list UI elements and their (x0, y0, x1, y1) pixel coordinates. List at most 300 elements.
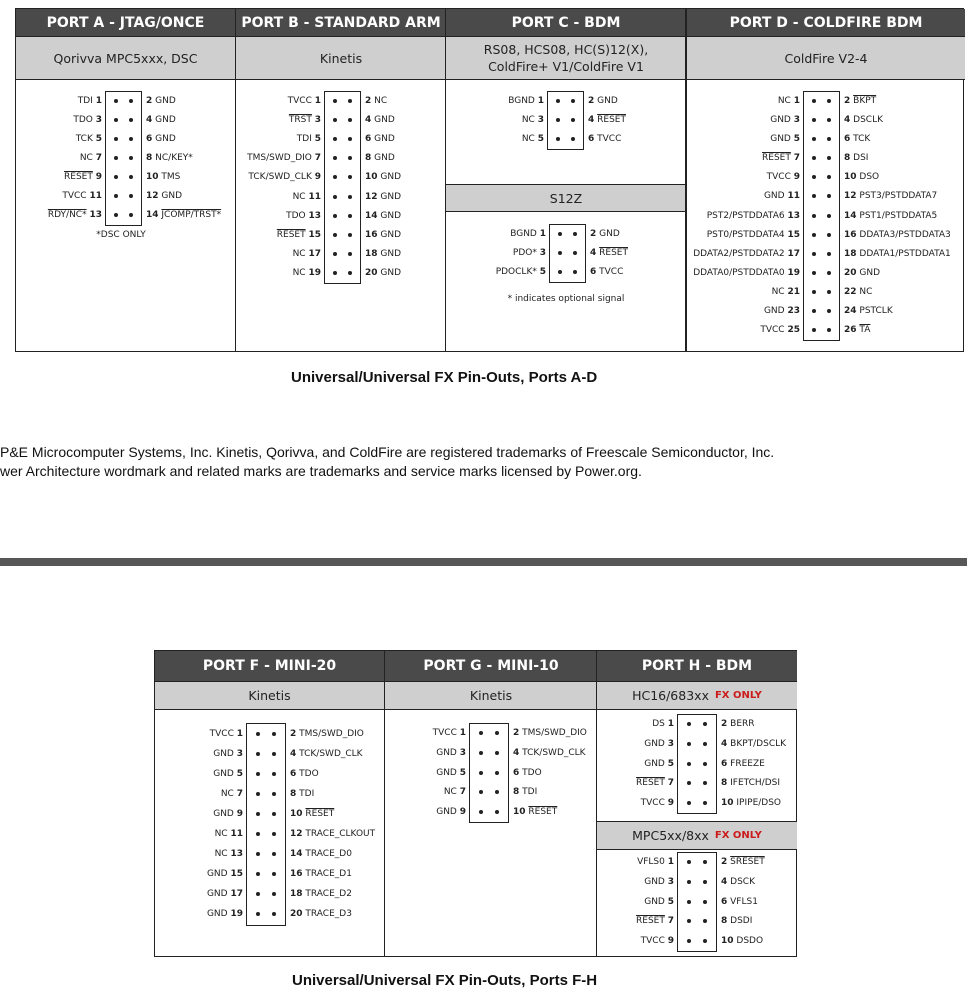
pin-row (213, 805, 335, 824)
pin-number: 14 (290, 849, 303, 860)
pin-row (644, 873, 755, 892)
pin-number: 14 (146, 210, 159, 220)
pin-number: 16 (844, 229, 857, 240)
pin-dot (272, 872, 276, 876)
pin-right-label (844, 168, 879, 187)
pin-number: 8 (844, 153, 851, 164)
pin-number: 3 (236, 748, 243, 759)
fx-only-badge: FX ONLY (714, 830, 762, 841)
pin-number: 7 (667, 778, 674, 789)
pin-row (770, 130, 871, 149)
pin-signal: TMS (161, 172, 181, 182)
pin-row (77, 92, 176, 111)
pin-signal: GND (599, 229, 620, 239)
pin-number: 10 (721, 797, 734, 808)
pin-row (770, 111, 883, 130)
pin-right-label (721, 853, 765, 872)
port-c-column (445, 9, 686, 351)
pin-row (276, 226, 402, 245)
pin-right-label (844, 149, 868, 168)
pin-dot (129, 118, 133, 122)
pin-number: 2 (844, 96, 851, 107)
port-c-subtitle (446, 37, 686, 80)
pin-dot (348, 233, 352, 237)
pin-dot (573, 270, 577, 274)
pin-number: 10 (146, 172, 159, 182)
pin-number: 1 (537, 96, 544, 106)
pin-signal: TRACE_D2 (305, 889, 352, 900)
pin-row (206, 885, 352, 904)
pin-signal: NC (79, 153, 93, 163)
pin-dot (333, 271, 337, 275)
port-g-column (384, 651, 597, 956)
pin-dot (256, 832, 260, 836)
pin-left-label (289, 111, 321, 130)
pin-row (652, 715, 755, 734)
pin-dot (272, 792, 276, 796)
pin-left-label (644, 873, 674, 892)
pin-number: 11 (89, 191, 102, 201)
pin-number: 12 (146, 191, 159, 201)
pin-left-label (433, 724, 466, 743)
pin-signal: TMS/SWD_DIO (247, 153, 312, 164)
pin-signal: RDY/NC* (47, 210, 87, 220)
pin-dot (114, 213, 118, 217)
pin-signal: GND (763, 191, 785, 202)
pin-right-label (290, 825, 375, 844)
pin-dot (479, 810, 483, 814)
caption-ports-a-d: Universal/Universal FX Pin-Outs, Ports A-D (291, 369, 598, 386)
pin-number: 7 (236, 788, 243, 799)
pin-right-label (588, 111, 626, 130)
pin-signal: DS (652, 719, 665, 730)
pin-signal: DSO (859, 172, 880, 183)
pin-dot (333, 118, 337, 122)
pin-dot (558, 270, 562, 274)
pin-number: 19 (308, 267, 321, 278)
mpc-subtitle-text: MPC5xx/8xx (632, 828, 709, 843)
pin-row (288, 111, 395, 130)
pin-number: 8 (290, 788, 297, 799)
pin-number: 12 (365, 191, 378, 202)
pin-number: 2 (290, 728, 297, 739)
pin-signal: TRST (288, 115, 312, 126)
pin-right-label (590, 225, 620, 244)
pin-row (693, 245, 951, 264)
pin-number: 9 (95, 172, 102, 182)
pin-number: 3 (459, 747, 466, 758)
pin-dot (114, 156, 118, 160)
port-c-connector (508, 91, 626, 150)
pin-signal: $\overline{TA}$ (859, 324, 871, 335)
pin-right-label (721, 893, 758, 912)
pin-number: 12 (844, 191, 857, 202)
port-f-title: PORT F - MINI-20 (155, 651, 384, 682)
pin-row (296, 130, 395, 149)
pin-left-label (221, 785, 243, 804)
pin-dot (812, 99, 816, 103)
pin-dot (703, 919, 707, 923)
pin-left-label (436, 744, 466, 763)
pin-number: 1 (95, 96, 102, 106)
pin-dot (812, 271, 816, 275)
pin-dot (348, 156, 352, 160)
pin-row (214, 845, 352, 864)
pin-dot (812, 290, 816, 294)
pin-dot (495, 751, 499, 755)
pin-number: 7 (793, 153, 800, 164)
pin-dot (573, 251, 577, 255)
pin-number: 3 (667, 738, 674, 749)
pin-dot (333, 214, 337, 218)
pin-number: 13 (89, 210, 102, 220)
pin-dot (333, 252, 337, 256)
pin-dot (812, 194, 816, 198)
pin-number: 10 (513, 806, 526, 817)
pin-number: 6 (721, 758, 728, 769)
pin-dot (812, 233, 816, 237)
pin-dot (256, 812, 260, 816)
pin-left-label (707, 207, 800, 226)
port-b-title: PORT B - STANDARD ARM (236, 9, 446, 37)
pin-left-label (693, 245, 800, 264)
pin-dot (114, 99, 118, 103)
pin-row (286, 207, 402, 226)
pin-number: 11 (787, 191, 800, 202)
pin-dot (348, 137, 352, 141)
pin-right-label (365, 226, 401, 245)
pin-dot (272, 832, 276, 836)
pin-right-label (290, 725, 364, 744)
pin-number: 3 (539, 248, 546, 258)
pin-left-label (207, 905, 243, 924)
pin-signal: BGND (508, 96, 535, 106)
pin-dot (479, 751, 483, 755)
pin-row (693, 264, 881, 283)
pin-row (760, 321, 871, 340)
pin-signal: BGND (510, 229, 537, 239)
pin-signal: DDATA0/PSTDDATA0 (693, 267, 785, 278)
pin-number: 7 (459, 787, 466, 798)
pin-dot (272, 892, 276, 896)
pin-signal: DSDO (736, 935, 764, 946)
pin-dot (114, 137, 118, 141)
pin-signal: IFETCH/DSI (730, 778, 781, 789)
pin-signal: TVCC (640, 797, 665, 808)
pin-right-label (146, 111, 176, 130)
pin-left-label (693, 264, 800, 283)
pin-left-label (707, 226, 800, 245)
pin-signal: GND (155, 115, 176, 125)
pin-right-label (721, 735, 786, 754)
pin-right-label (365, 188, 401, 207)
pin-row (287, 92, 388, 111)
pin-row (763, 187, 938, 206)
pin-dot (495, 810, 499, 814)
pin-signal: TDI (77, 96, 93, 106)
pin-dot (272, 752, 276, 756)
port-b-subtitle (236, 37, 446, 80)
pin-left-label (48, 206, 102, 225)
pin-number: 1 (314, 96, 321, 107)
pin-signal: GND (380, 191, 402, 202)
pin-number: 23 (787, 305, 800, 316)
port-d-column (685, 9, 965, 351)
port-d-subtitle-text: ColdFire V2-4 (784, 50, 868, 66)
pin-right-label (513, 744, 586, 763)
port-h-column (596, 651, 797, 956)
pin-right-label (290, 865, 352, 884)
pin-number: 5 (667, 758, 674, 769)
pin-row (213, 745, 363, 764)
pin-right-label (588, 130, 621, 149)
pin-signal: GND (155, 96, 176, 106)
pin-signal: TVCC (62, 191, 87, 201)
pin-signal: GND (644, 876, 665, 887)
pin-signal: VFLS0 (637, 857, 665, 868)
pin-right-label (513, 724, 587, 743)
pin-number: 14 (844, 210, 857, 221)
pin-dot (129, 156, 133, 160)
pin-number: 11 (230, 829, 243, 840)
s12z-connector (495, 224, 628, 283)
pin-right-label (844, 283, 872, 302)
port-d-subtitle (687, 37, 965, 80)
pin-right-label (844, 187, 937, 206)
pin-dot (479, 731, 483, 735)
pin-row (766, 168, 880, 187)
pin-right-label (146, 92, 176, 111)
pin-signal: GND (206, 909, 228, 920)
pin-signal: TRACE_D1 (305, 869, 352, 880)
pin-dot (812, 137, 816, 141)
pin-right-label (844, 130, 870, 149)
pin-right-label (844, 111, 883, 130)
pin-left-label (436, 803, 466, 822)
pin-signal: TCK/SWD_CLK (299, 748, 363, 759)
pin-row (206, 865, 352, 884)
pin-left-label (213, 745, 243, 764)
pin-number: 8 (721, 778, 728, 789)
pin-number: 6 (721, 896, 728, 907)
port-g-subtitle-text: Kinetis (469, 688, 513, 703)
pin-dot (687, 880, 691, 884)
pin-right-label (590, 244, 628, 263)
pin-signal: NC (521, 134, 535, 144)
port-a-subtitle-text: Qorivva MPC5xxx, DSC (53, 50, 198, 66)
pin-right-label (844, 302, 893, 321)
pin-dot (348, 118, 352, 122)
pin-left-label (213, 805, 243, 824)
pin-left-label (641, 932, 674, 951)
pin-dot (558, 251, 562, 255)
pin-signal: GND (859, 267, 881, 278)
pin-dot (687, 762, 691, 766)
pin-number: 10 (721, 935, 734, 946)
pin-signal: DDATA1/PSTDDATA1 (859, 248, 951, 259)
pin-number: 10 (844, 172, 857, 183)
pin-dot (256, 892, 260, 896)
pin-signal: TRACE_CLKOUT (305, 829, 376, 840)
pin-number: 9 (667, 797, 674, 808)
pin-signal: NC (777, 96, 791, 107)
pin-signal: TVCC (287, 96, 312, 107)
pin-dot (479, 771, 483, 775)
pin-number: 5 (236, 768, 243, 779)
pin-signal: NC (214, 849, 228, 860)
pin-signal: PSTCLK (859, 305, 893, 316)
pin-left-label (767, 168, 800, 187)
pin-signal: RESET (599, 248, 628, 258)
pin-right-label (365, 92, 387, 111)
pin-number: 1 (793, 96, 800, 107)
pin-signal: GND (213, 808, 234, 819)
pin-dot (812, 156, 816, 160)
pin-number: 4 (588, 115, 595, 125)
pin-signal: TDI (299, 788, 315, 799)
pin-right-label (588, 92, 618, 111)
pin-signal: BKPT (853, 96, 877, 107)
pin-signal: GND (213, 768, 234, 779)
pin-right-label (290, 845, 352, 864)
pin-dot (333, 99, 337, 103)
pin-left-label (215, 845, 243, 864)
pin-number: 7 (95, 153, 102, 163)
pin-right-label (365, 245, 401, 264)
fx-only-badge: FX ONLY (714, 690, 762, 701)
pin-signal: NC (220, 788, 234, 799)
pin-signal: GND (380, 229, 402, 240)
pin-signal: TDO (286, 210, 306, 221)
pin-right-label (721, 715, 755, 734)
pin-left-label (78, 92, 102, 111)
pin-row (247, 149, 395, 168)
pin-dot (256, 732, 260, 736)
pin-dot (571, 137, 575, 141)
pin-left-label (522, 130, 544, 149)
pin-dot (129, 137, 133, 141)
pin-signal: TVCC (599, 267, 624, 277)
pin-row (248, 168, 402, 187)
pin-dot (827, 194, 831, 198)
pin-number: 3 (667, 876, 674, 887)
pin-number: 9 (314, 172, 321, 183)
pin-number: 4 (844, 115, 851, 126)
pin-number: 2 (146, 96, 153, 106)
pin-left-label (207, 885, 243, 904)
pin-dot (827, 271, 831, 275)
pin-signal: NC (443, 787, 457, 798)
pin-dot (348, 195, 352, 199)
pin-number: 16 (365, 229, 378, 240)
pin-right-label (365, 207, 401, 226)
pin-number: 11 (308, 191, 321, 202)
pin-row (777, 92, 877, 111)
pin-row (436, 764, 542, 783)
pin-row (762, 149, 869, 168)
port-f-subtitle (155, 682, 384, 710)
pin-number: 18 (365, 248, 378, 259)
pin-left-label (510, 225, 546, 244)
pin-number: 4 (290, 748, 297, 759)
pin-dot (495, 790, 499, 794)
pin-dot (703, 742, 707, 746)
pin-row (220, 785, 315, 804)
pin-left-label (636, 774, 674, 793)
pin-left-label (277, 226, 321, 245)
pin-left-label (207, 865, 243, 884)
pinout-table-a-d (15, 8, 964, 352)
pin-number: 8 (365, 153, 372, 164)
pin-signal: RESET (762, 153, 791, 164)
pin-left-label (215, 825, 243, 844)
pin-left-label (288, 92, 321, 111)
pin-right-label (365, 168, 401, 187)
pin-dot (687, 900, 691, 904)
pin-signal: DSDI (730, 916, 753, 927)
pin-dot (812, 175, 816, 179)
pin-signal: TVCC (640, 935, 665, 946)
pin-dot (114, 194, 118, 198)
port-a-title: PORT A - JTAG/ONCE (16, 9, 235, 37)
pin-number: 18 (290, 889, 303, 900)
pin-left-label (770, 130, 800, 149)
pin-number: 5 (539, 267, 546, 277)
pin-dot (573, 232, 577, 236)
pin-number: 21 (787, 286, 800, 297)
pin-right-label (146, 149, 193, 168)
pin-number: 15 (787, 229, 800, 240)
pin-number: 1 (667, 719, 674, 730)
pin-left-label (76, 130, 102, 149)
pin-number: 5 (537, 134, 544, 144)
pin-signal: VFLS1 (730, 896, 758, 907)
pin-dot (827, 309, 831, 313)
pin-dot (256, 872, 260, 876)
pin-dot (812, 309, 816, 313)
pin-signal: GND (380, 210, 402, 221)
pin-number: 20 (290, 909, 303, 920)
pin-dot (272, 732, 276, 736)
s12z-subtitle (446, 184, 686, 212)
pin-signal: GND (374, 153, 395, 164)
pin-dot (812, 328, 816, 332)
pin-dot (687, 860, 691, 864)
pin-number: 5 (667, 896, 674, 907)
pin-dot (256, 752, 260, 756)
pin-row (64, 168, 181, 187)
port-f-connector (206, 723, 376, 926)
pin-row (636, 912, 753, 931)
pin-number: 17 (230, 889, 243, 900)
pin-signal: DDATA2/PSTDDATA2 (693, 248, 785, 259)
pin-number: 2 (588, 96, 595, 106)
pin-signal: NC (521, 115, 535, 125)
pin-dot (272, 912, 276, 916)
pin-dot (348, 175, 352, 179)
pin-dot (703, 880, 707, 884)
pin-dot (495, 771, 499, 775)
pin-number: 3 (95, 115, 102, 125)
pin-number: 5 (459, 767, 466, 778)
pin-row (292, 264, 402, 283)
pin-dot (812, 252, 816, 256)
pin-row (436, 803, 558, 822)
pin-dot (333, 195, 337, 199)
pin-row (521, 130, 622, 149)
pin-number: 3 (314, 115, 321, 126)
pin-right-label (721, 774, 780, 793)
